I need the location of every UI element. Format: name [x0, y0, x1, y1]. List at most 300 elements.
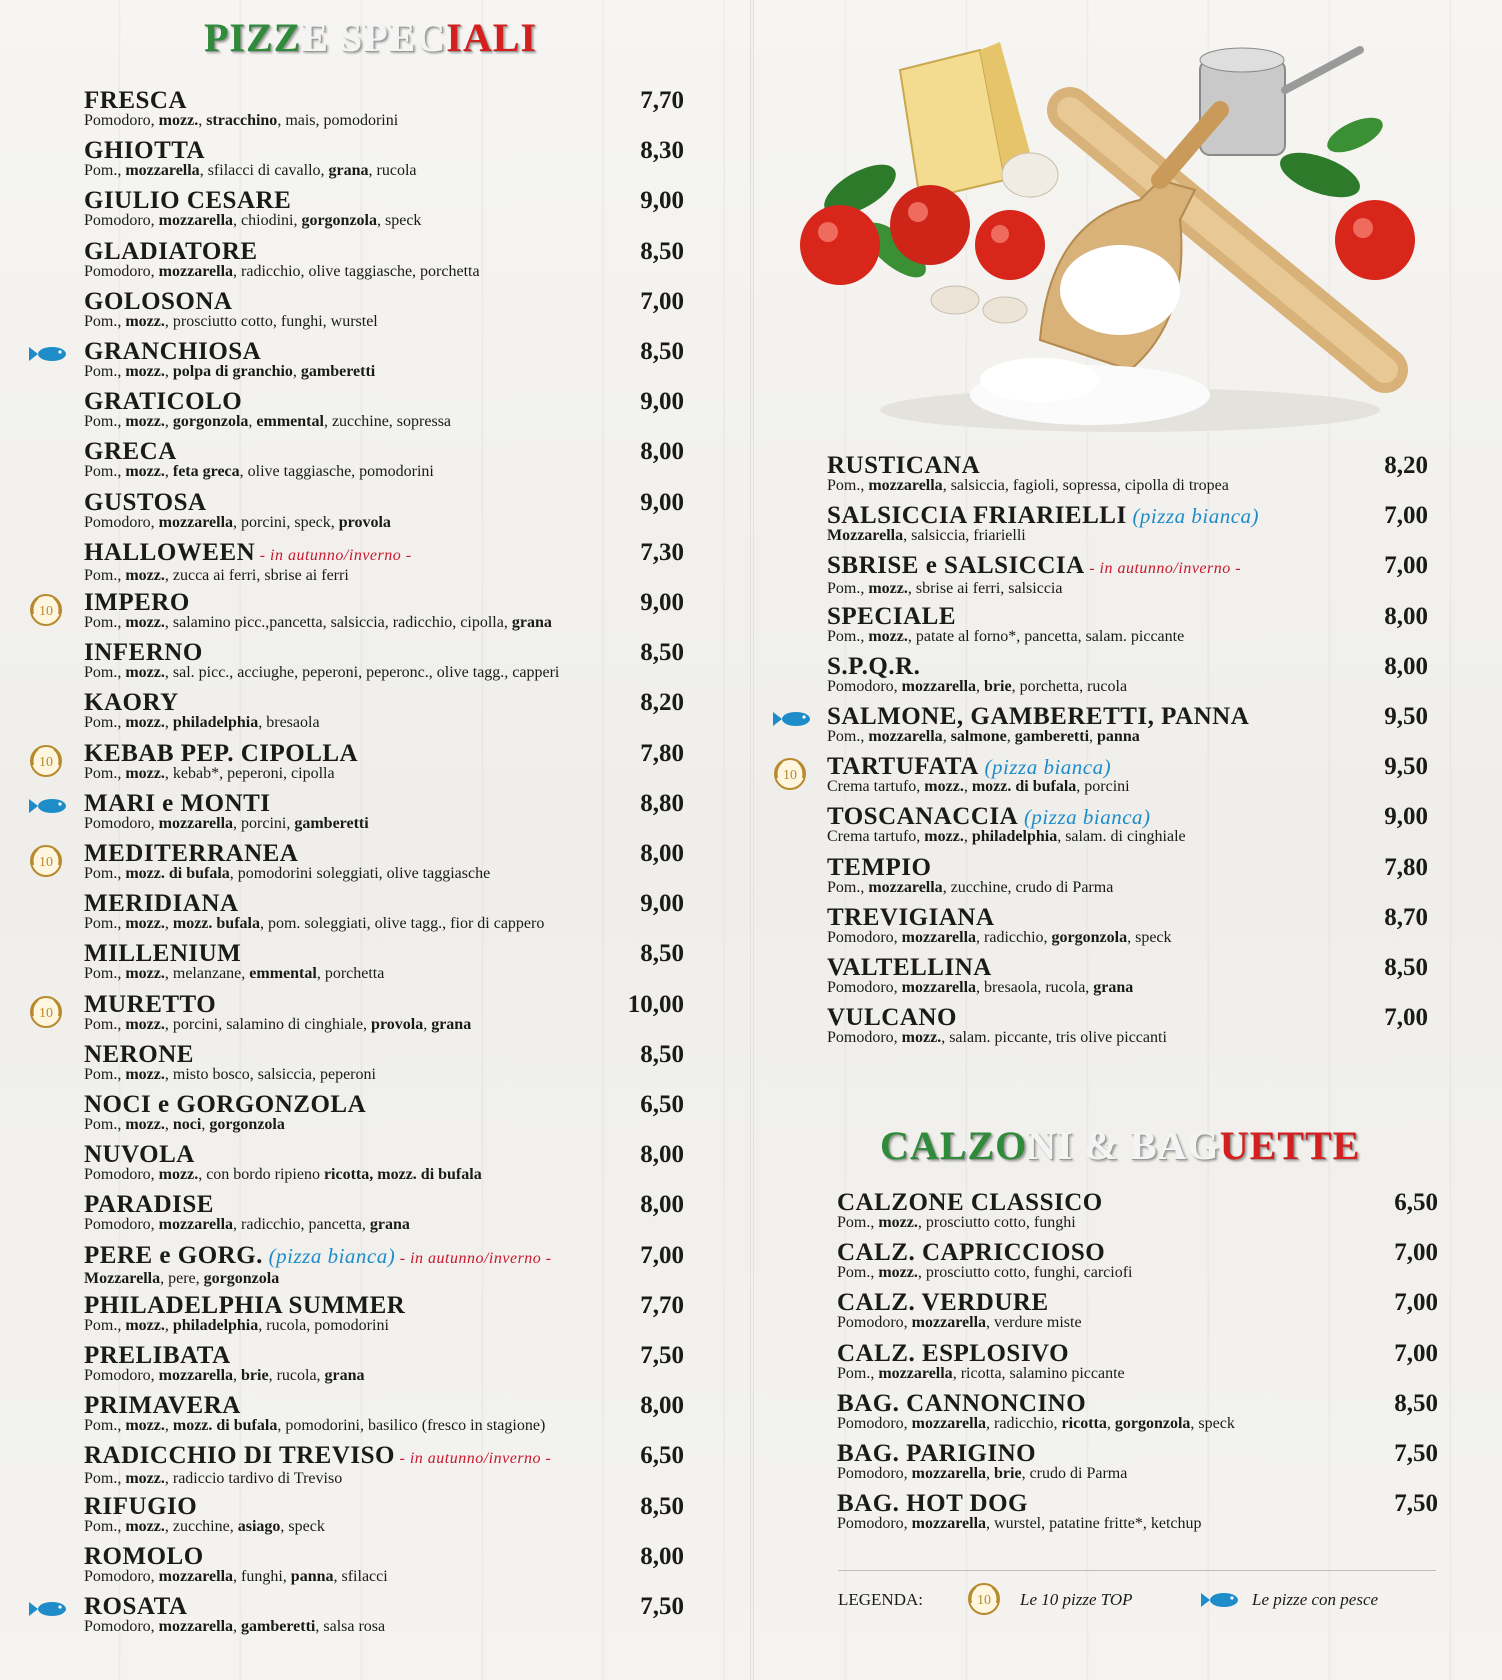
item-description [84, 1015, 471, 1034]
menu-item [84, 138, 417, 180]
item-price: 8,00 [640, 840, 684, 867]
item-description [827, 777, 1130, 796]
ingredient-text: , sbrise ai ferri, salsiccia [907, 580, 1063, 598]
menu-item [84, 1042, 376, 1084]
item-price: 8,50 [640, 1492, 684, 1520]
ingredient-bold: mozzarella [125, 162, 200, 180]
ingredient-text: Pom., [84, 162, 126, 180]
ingredient-bold: feta greca [172, 463, 240, 481]
ingredient-bold: grana [369, 1216, 410, 1234]
ingredient-text: , salsiccia, friarielli [903, 527, 1026, 545]
item-description [837, 1514, 1202, 1533]
top10-badge-icon [28, 843, 64, 879]
item-name-text: CALZ. ESPLOSIVO [837, 1339, 1070, 1367]
item-name [84, 1443, 551, 1472]
ingredient-text: Pomodoro, [84, 112, 159, 129]
ingredient-bold: gorgonzola [301, 212, 377, 230]
ingredient-bold: grana [328, 162, 369, 180]
ingredient-text: , rucola, pomodorini [258, 1316, 389, 1334]
ingredient-bold: gamberetti [241, 1618, 316, 1635]
item-price: 8,50 [640, 237, 684, 265]
ingredient-text: , radicchio, [976, 928, 1052, 946]
ingredient-bold: mozz. [878, 1214, 918, 1231]
item-description [827, 579, 1241, 598]
legend-divider [838, 1570, 1436, 1571]
ingredient-text: Pom., [827, 580, 869, 598]
season-note: - in autunno/inverno - [255, 546, 412, 564]
ingredient-text: Pom., [827, 728, 869, 745]
ingredient-bold: mozzarella [911, 1314, 987, 1332]
item-name-text: NERONE [84, 1040, 194, 1068]
ingredient-bold: gorgonzola [1114, 1414, 1191, 1432]
ingredient-text: , [164, 363, 173, 380]
menu-item [84, 188, 421, 230]
ingredient-bold: mozz. [125, 664, 165, 682]
item-description [837, 1263, 1132, 1282]
item-price: 7,50 [640, 1342, 684, 1369]
item-description [84, 1366, 365, 1385]
ingredient-bold: mozz. [125, 1116, 165, 1133]
ingredient-text: , pomodorini, basilico (fresco in stagione) [277, 1417, 546, 1435]
ingredient-bold: mozz. [125, 463, 165, 481]
item-description [84, 613, 552, 632]
ingredient-text: Pom., [84, 463, 126, 481]
ingredient-text: Pom., [84, 1517, 126, 1535]
menu-item [84, 289, 378, 331]
item-price: 7,70 [640, 1291, 684, 1319]
ingredient-text: Pom., [837, 1364, 879, 1382]
item-name-text: GRATICOLO [84, 388, 243, 416]
ingredient-bold: mozz. [125, 312, 165, 330]
ingredient-text: Pomodoro, [827, 928, 902, 946]
item-price: 7,00 [640, 1241, 684, 1269]
item-price: 8,00 [640, 1392, 684, 1420]
ingredient-text: , zucchine, sopressa [323, 413, 452, 431]
item-price: 8,00 [640, 1141, 684, 1169]
item-name-text: PRELIBATA [84, 1342, 231, 1369]
menu-item [84, 1594, 385, 1636]
ingredient-text: Pomodoro, [837, 1314, 912, 1332]
badge-number: 10 [39, 855, 53, 870]
ingredient-text: , pere, [160, 1269, 204, 1287]
ingredient-bold: asiago [237, 1517, 281, 1535]
ingredient-text: , rucola [368, 162, 417, 180]
ingredient-text: , porchetta [316, 965, 385, 983]
ingredient-bold: mozzarella [901, 979, 977, 996]
season-note: - in autunno/inverno - [395, 1450, 552, 1468]
menu-item [84, 891, 544, 933]
menu-item [84, 1142, 482, 1184]
item-price: 7,80 [640, 739, 684, 767]
ingredient-bold: grana [1093, 979, 1134, 996]
item-price: 8,50 [1394, 1389, 1438, 1417]
ingredient-text: , [164, 1417, 173, 1435]
item-name [84, 1293, 405, 1319]
ingredient-text: , olive taggiasche, pomodorini [239, 463, 434, 481]
ingredient-text: Pom., [84, 413, 126, 431]
menu-item [84, 1293, 405, 1335]
item-name-text: MERIDIANA [84, 890, 239, 918]
item-description [84, 1165, 482, 1184]
ingredient-text: Pomodoro, [84, 1166, 159, 1184]
item-price: 8,70 [1384, 903, 1428, 931]
fish-icon [28, 1600, 68, 1618]
item-name-text: SALSICCIA FRIARIELLI [827, 502, 1127, 530]
item-description [84, 663, 559, 682]
ingredient-text: Pomodoro, [827, 1029, 902, 1047]
ingredient-text: Pom., [84, 865, 126, 882]
ingredient-bold: mozz. [125, 1015, 165, 1033]
item-price: 7,50 [1394, 1490, 1438, 1518]
page-divider [750, 0, 754, 1680]
item-price: 8,00 [640, 1191, 684, 1219]
ingredient-text: Pom., [84, 566, 126, 584]
item-description [84, 1469, 551, 1488]
title-green-part: CALZO [880, 1123, 1028, 1168]
ingredient-text: Pomodoro, [84, 1367, 159, 1384]
menu-item [827, 955, 1133, 997]
ingredient-text: , salsiccia, fagioli, sopressa, cipolla di tropea [942, 477, 1229, 494]
item-description [84, 814, 369, 833]
item-name-text: MEDITERRANEA [84, 840, 299, 867]
ingredient-bold: philadelphia [172, 1316, 259, 1334]
ingredient-bold: ricotta, mozz. di bufala [323, 1166, 482, 1184]
item-name-text: NOCI e GORGONZOLA [84, 1091, 367, 1118]
item-price: 8,50 [640, 639, 684, 667]
ingredient-bold: mozzarella [911, 1515, 987, 1533]
ingredient-bold: grana [324, 1367, 365, 1384]
item-name-text: INFERNO [84, 639, 203, 667]
menu-item [84, 1494, 325, 1536]
item-price: 8,20 [1384, 452, 1428, 479]
menu-item [837, 1491, 1202, 1533]
item-description [837, 1313, 1082, 1332]
ingredient-text: , radiccio tardivo di Treviso [164, 1470, 343, 1488]
item-description [827, 928, 1172, 947]
item-name-text: ROSATA [84, 1593, 188, 1620]
ingredient-text: , [976, 677, 985, 695]
ingredient-bold: mozzarella [158, 262, 234, 280]
item-name-text: VULCANO [827, 1004, 957, 1032]
item-description [84, 1567, 388, 1586]
ingredient-bold: mozz. [125, 915, 165, 933]
top10-badge-icon [28, 592, 64, 628]
item-name-text: NUVOLA [84, 1141, 195, 1169]
item-description [84, 1617, 385, 1636]
item-price: 8,50 [640, 1040, 684, 1068]
ingredient-bold: mozz. [125, 614, 165, 631]
item-description [84, 914, 544, 933]
item-description [84, 111, 398, 130]
fish-icon [1200, 1591, 1240, 1609]
ingredient-bold: stracchino [206, 112, 278, 129]
ingredient-text: Pom., [84, 1015, 126, 1033]
item-price: 7,70 [640, 87, 684, 114]
item-description [84, 764, 358, 783]
item-price: 9,00 [1384, 803, 1428, 831]
ingredient-text: , salam. piccante, tris olive piccanti [941, 1029, 1167, 1047]
item-name-text: CALZONE CLASSICO [837, 1189, 1103, 1216]
top10-badge-icon [28, 743, 64, 779]
ingredient-text: , [164, 1116, 173, 1133]
ingredient-text: , bresaola, rucola, [976, 979, 1094, 996]
ingredients-photo [800, 10, 1440, 450]
menu-item [84, 1192, 410, 1234]
ingredient-bold: mozz. [125, 1065, 165, 1083]
ingredient-text: Pom., [84, 312, 126, 330]
fish-icon [772, 710, 812, 728]
item-description [84, 262, 480, 281]
item-price: 8,50 [640, 338, 684, 365]
ingredient-text: , porcini, [233, 814, 295, 832]
ingredient-bold: mozz. [924, 778, 964, 796]
ingredient-text: , salamino picc.,pancetta, salsiccia, radicchio, cipolla, [164, 614, 512, 631]
item-name-text: RUSTICANA [827, 452, 981, 479]
item-description [837, 1464, 1127, 1483]
badge-number: 10 [977, 1593, 991, 1608]
ingredient-text: , crudo di Parma [1021, 1465, 1128, 1482]
ingredient-bold: mozz. [125, 1517, 165, 1535]
menu-item [84, 1243, 552, 1288]
ingredient-bold: mozzarella [158, 1216, 234, 1234]
badge-number: 10 [783, 768, 797, 784]
pizza-bianca-note: (pizza bianca) [978, 755, 1112, 780]
ingredient-text: Pomodoro, [84, 513, 159, 531]
ingredient-text: , ricotta, salamino piccante [952, 1364, 1125, 1382]
ingredient-bold: mozz. [125, 714, 165, 732]
ingredient-text: , rucola, [268, 1367, 325, 1384]
menu-item [84, 1343, 365, 1385]
ingredient-text: Pom., [84, 915, 126, 933]
ingredient-bold: mozzarella [901, 677, 977, 695]
ingredient-text: , [963, 828, 972, 846]
menu-item [827, 855, 1113, 897]
ingredient-text: , zucchine, crudo di Parma [942, 878, 1114, 896]
ingredient-bold: mozz. [125, 363, 165, 380]
item-price: 7,00 [1394, 1239, 1438, 1267]
item-description [827, 1028, 1167, 1047]
ingredient-bold: Mozzarella [827, 527, 904, 545]
ingredient-text: Pom., [827, 878, 869, 896]
ingredient-text: , radicchio, olive taggiasche, porchetta [233, 262, 480, 280]
ingredient-text: , porcini [1076, 778, 1130, 796]
ingredient-text: Pom., [84, 1065, 126, 1083]
item-description [827, 978, 1133, 997]
ingredient-bold: mozz. [158, 1166, 199, 1184]
ingredient-bold: mozzarella [158, 1567, 234, 1585]
menu-item [827, 503, 1259, 545]
item-description [84, 462, 434, 481]
item-name-text: BAG. PARIGINO [837, 1440, 1037, 1467]
item-name [827, 553, 1241, 582]
item-price: 6,50 [1394, 1189, 1438, 1216]
item-name-text: PARADISE [84, 1191, 214, 1219]
ingredient-text: , kebab*, peperoni, cipolla [164, 764, 335, 782]
menu-item [84, 741, 358, 783]
ingredient-text: Pomodoro, [84, 1216, 159, 1234]
item-description [84, 1416, 545, 1435]
ingredient-text: , [942, 728, 951, 745]
item-price: 6,50 [640, 1091, 684, 1118]
item-description [84, 312, 378, 331]
ingredient-bold: gamberetti [294, 814, 369, 832]
ingredient-text: , sal. picc., acciughe, peperoni, peperonc., olive tagg., capperi [164, 664, 560, 682]
ingredient-text: Pom., [84, 664, 126, 682]
item-price: 8,00 [1384, 652, 1428, 680]
item-price: 9,00 [640, 488, 684, 516]
menu-item [827, 905, 1172, 947]
menu-item [84, 490, 391, 532]
ingredient-text: Pomodoro, [827, 979, 902, 996]
ingredient-text: , salam. di cinghiale [1057, 828, 1186, 846]
menu-item [84, 239, 480, 281]
ingredient-text: Pomodoro, [84, 262, 159, 280]
item-name-text: BAG. CANNONCINO [837, 1389, 1087, 1417]
item-name-text: PHILADELPHIA SUMMER [84, 1291, 406, 1319]
ingredient-text: , wurstel, patatine fritte*, ketchup [986, 1515, 1202, 1533]
ingredient-text: , prosciutto cotto, funghi, wurstel [164, 312, 378, 330]
ingredient-text: , misto bosco, salsiccia, peperoni [164, 1065, 376, 1083]
ingredient-text: , patate al forno*, pancetta, salam. piccante [907, 627, 1185, 645]
ingredient-text: , [164, 714, 173, 732]
ingredient-text: , zucca ai ferri, sbrise ai ferri [164, 566, 349, 584]
item-name-text: MARI e MONTI [84, 789, 271, 817]
ingredient-text: , [963, 778, 972, 796]
ingredient-text: , pom. soleggiati, olive tagg., fior di cappero [259, 915, 545, 933]
ingredient-bold: mozzarella [868, 878, 943, 896]
item-name [84, 540, 412, 569]
pizza-bianca-note: (pizza bianca) [262, 1243, 396, 1268]
ingredient-text: , porchetta, rucola [1011, 677, 1128, 695]
item-description [837, 1364, 1125, 1383]
ingredient-text: , speck [1190, 1414, 1235, 1432]
ingredient-bold: ricotta [1061, 1414, 1107, 1432]
ingredient-bold: gamberetti [300, 363, 376, 380]
ingredient-bold: mozzarella [901, 928, 977, 946]
item-price: 9,50 [1384, 753, 1428, 781]
item-name-text: TOSCANACCIA [827, 803, 1019, 831]
ingredient-text: , prosciutto cotto, funghi [917, 1214, 1076, 1231]
ingredient-text: , zucchine, [164, 1517, 238, 1535]
ingredient-text: Pomodoro, [837, 1414, 912, 1432]
menu-item [837, 1190, 1103, 1232]
ingredient-bold: mozz. [878, 1264, 918, 1282]
item-description [84, 1065, 376, 1084]
ingredient-bold: mozzarella [158, 513, 234, 531]
item-description [827, 677, 1127, 696]
ingredient-bold: emmental [249, 965, 317, 983]
ingredient-text: , pomodorini soleggiati, olive taggiasche [229, 865, 491, 882]
item-name-text: RIFUGIO [84, 1492, 198, 1520]
ingredient-bold: brie [241, 1367, 269, 1384]
top10-badge-icon [28, 994, 64, 1030]
item-price: 7,00 [1384, 1004, 1428, 1032]
ingredient-text: , porcini, speck, [233, 513, 339, 531]
item-name-text: ROMOLO [84, 1542, 204, 1570]
item-description [84, 412, 451, 431]
item-name-text: SPECIALE [827, 602, 957, 630]
item-name-text: CALZ. VERDURE [837, 1289, 1049, 1317]
ingredient-text: Pom., [84, 1470, 126, 1488]
ingredient-bold: mozz. [125, 413, 165, 431]
item-name-text: KEBAB PEP. CIPOLLA [84, 739, 359, 767]
ingredient-bold: mozz. [125, 1316, 165, 1334]
ingredient-bold: gamberetti [1014, 728, 1090, 745]
menu-item [837, 1441, 1127, 1483]
title-white-part: E SPEC [301, 15, 447, 60]
menu-item [84, 590, 552, 632]
ingredient-bold: brie [994, 1465, 1022, 1482]
title-red-part: IALI [446, 15, 537, 60]
ingredient-bold: mozz. di bufala [125, 865, 230, 882]
item-name-text: GLADIATORE [84, 237, 258, 265]
item-price: 7,50 [640, 1593, 684, 1620]
ingredient-text: , [164, 463, 173, 481]
item-name-text: MILLENIUM [84, 940, 242, 968]
ingredient-bold: mozz. [924, 828, 964, 846]
ingredient-bold: grana [431, 1015, 472, 1033]
ingredient-text: , [1106, 1414, 1115, 1432]
title-red-part: UETTE [1219, 1123, 1361, 1168]
ingredient-text: Pomodoro, [837, 1465, 912, 1482]
ingredient-text: , [292, 363, 301, 380]
ingredient-text: Pom., [84, 1417, 126, 1435]
item-price: 9,00 [640, 589, 684, 616]
menu-item [84, 640, 559, 682]
item-price: 7,80 [1384, 853, 1428, 881]
ingredient-bold: mozz. di bufala [971, 778, 1077, 796]
ingredient-bold: philadelphia [172, 714, 259, 732]
item-description [837, 1213, 1103, 1232]
item-description [837, 1414, 1235, 1433]
ingredient-text: , bresaola [258, 714, 320, 732]
menu-item [84, 389, 451, 431]
legend-top10-text: Le 10 pizze TOP [1020, 1590, 1133, 1609]
item-description [827, 627, 1184, 646]
ingredient-text: Crema tartufo, [827, 828, 925, 846]
item-name-text: FRESCA [84, 87, 188, 114]
fish-icon [28, 345, 68, 363]
ingredient-text: , verdure miste [986, 1314, 1082, 1332]
item-price: 8,00 [1384, 602, 1428, 630]
ingredient-bold: gorgonzola [1051, 928, 1128, 946]
badge-number: 10 [39, 1005, 53, 1021]
item-description [84, 211, 421, 230]
ingredient-text: , [198, 112, 207, 129]
ingredient-text: Pomodoro, [84, 1618, 159, 1635]
menu-item [84, 690, 320, 732]
menu-item [84, 88, 398, 130]
item-description [84, 161, 417, 180]
pizza-bianca-note: (pizza bianca) [1018, 805, 1151, 830]
ingredient-text: , salsa rosa [315, 1618, 386, 1635]
item-description [84, 1517, 325, 1536]
item-name-text: GRECA [84, 438, 177, 466]
ingredient-bold: philadelphia [971, 828, 1058, 846]
item-name-text: S.P.Q.R. [827, 652, 921, 680]
item-name-text: HALLOWEEN [84, 538, 256, 566]
ingredient-text: , [164, 1316, 173, 1334]
item-price: 7,00 [640, 287, 684, 315]
menu-item [827, 654, 1127, 696]
item-price: 7,00 [1384, 502, 1428, 530]
pizze-speciali-title [204, 14, 537, 61]
item-name-text: SBRISE e SALSICCIA [827, 552, 1085, 580]
ingredient-text: Pom., [84, 1316, 126, 1334]
ingredient-text: Pom., [837, 1264, 879, 1282]
item-name-text: TARTUFATA [827, 753, 979, 781]
ingredient-text: Pom., [84, 714, 126, 732]
